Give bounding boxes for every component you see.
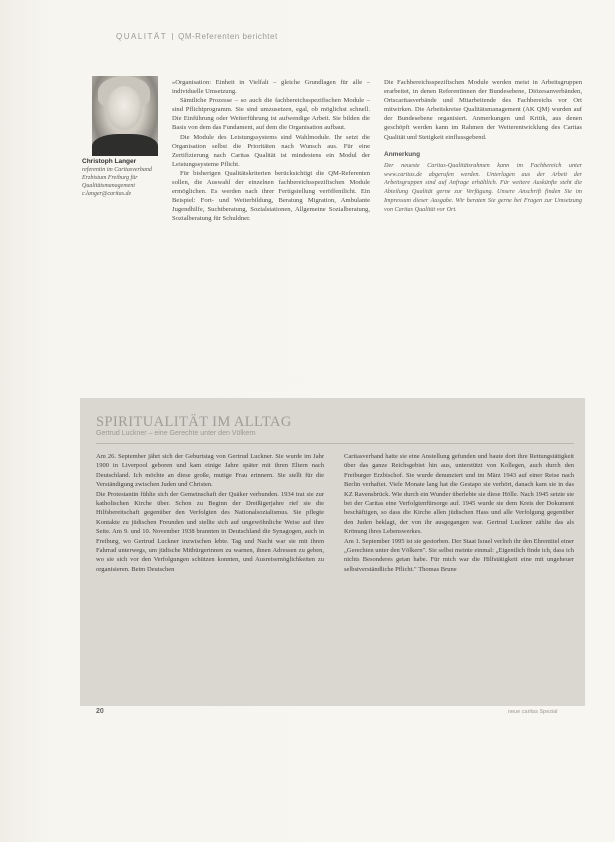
paragraph: Sämtliche Prozesse – so auch die fachbereichsspezifischen Module – sind Pflichtprogramm. Sie sind umzusetzen, egal, ob möglichst schnell. Die Einführung oder Weiterführung ist aufwendige Arbeit. Sie bilden die Basis von dem das Fundament, auf dem die Organisation aufbaut. [172,97,370,132]
section-label: QUALITÄT [116,32,168,41]
paragraph: Die Protestantin fühlte sich der Gemeinschaft der Quäker verbunden. 1934 trat sie zur katholischen Kirche über. Schon zu Beginn der Dreißigerjahre rief sie die Hilfsbereitschaft gegenüber den Verfolgten des Nationalsozialismus. Sie pflegte Kontakte zu jüdischen Freunden und stellte sich auf ungewöhnliche Weise auf ihre Seite. Am 9. und 10. November 1938 brannten in Deutschland die Synagogen, auch in Freiburg, wo Gertrud Luckner inzwischen lebte. Tag und Nacht war sie mit ihren Fahrrad unterwegs, um jüdische Mitbürgerinnen zu warnen, ihnen Adressen zu geben, wo sie sich vor den Verfolgungen schützen konnten, und Ausreisemöglichkeiten zu organisieren. Beim Deutschen [96,490,324,573]
portrait-face [106,86,142,130]
author-role: referentin im Caritasverband [82,167,152,173]
box-divider [96,443,574,444]
portrait-photo [92,76,158,156]
article-column-2 [384,78,582,215]
page-header [116,32,278,41]
page-number: 20 [96,708,104,715]
author-desc: Erzbistum Freiburg für Qualitätsmanagement [82,175,138,189]
box-column-1 [96,452,324,574]
note-title: Anmerkung [384,150,421,158]
portrait-caption [82,158,160,198]
article-column-1 [172,78,370,224]
author-email: c.langer@caritas.de [82,191,132,197]
paragraph: Caritasverband hatte sie eine Anstellung gefunden und baute dort ihre Rettungstätigkeit über das ganze Reichsgebiet hin aus, unterstützt von Kollegen, auch durch den Freiburger Erzbischof. Sie wurde denunziert und im März 1943 auf einer Reise nach Berlin verhaftet. Viele Monate lang hat die Gestapo sie verhört, danach kam sie in das KZ Ravensbrück. Wie durch ein Wunder überlebte sie diese Hölle. Nach 1945 setzte sie bei der Caritas eine Verfolgtenfürsorge auf. 1945 wurde sie dem Kreis der Dokument beschäftigen, so dass die Kirche allen jüdischen Hass und alle Verfolgung gegenüber den Juden beklagt, der von ihr ausgegangen war. Gertrud Luckner zählte das als Krönung ihres Lebenswerkes. [344,453,574,536]
paragraph: Die Module des Leistungssystems sind Wahlmodule. Ihr setzt die Organisation selbst die Prioritäten nach Wunsch aus. Für eine Zertifizierung nach Caritas Qualität ist mindestens ein Modul der Leistungssysteme Pflicht. [172,133,370,168]
paragraph: Die Fachbereichsspezifischen Module werden meist in Arbeitsgruppen erarbeitet, in denen Referentinnen der Bundesebene, Diözesanverbänden, Ortscaritasverbände und Mitarbeitende des Fachbereichs vor Ort mitwirken. Die Arbeitskreise Qualitätsmanagement (AK QM) wurden auf der Bundesebene organisiert. Anmerkungen und Kritik, aus denen geschöpft werden kann im Rahmen der Weiterentwicklung des Caritas Qualität und Stetigkeit einflussgebend. [384,79,582,141]
header-divider [172,33,173,40]
paragraph: Am 1. September 1995 ist sie gestorben. Der Staat Israel verlieh ihr den Ehrentitel einer „Gerechten unter den Völkern". Sie selbst meinte einmal: „Eigentlich finde ich, dass ich nichts Besonderes getan habe. Für mich war die Hilfstätigkeit eine mit ungeheuer selbstverständliche Pflicht." Thomas Brune [344,537,574,573]
publication-footer: neue caritas Spezial [508,709,558,715]
box-title: SPIRITUALITÄT IM ALLTAG [96,414,292,430]
box-column-2 [344,452,574,574]
author-name: Christoph Langer [82,158,137,165]
box-subtitle: Gertrud Luckner – eine Gerechte unter den Völkern [96,430,256,437]
portrait-body [92,134,158,156]
header-subtitle: QM-Referenten berichtet [178,32,278,41]
paragraph: Für bisherigen Qualitätskriterien berücksichtigt die QM-Referenten sollen, die Auswahl der einzelnen fachbereichsspezifischen Module ermöglichen. Es werden nach ihrer Fertigstellung veröffentlicht. Ein Beispiel: Fort- und Weiterbildung, Beratung Migration, Ambulante Jugendhilfe, Suchtberatung, Sozialstationen, Allgemeine Sozialberatung, Sozialberatung für Schuldner. [172,169,370,223]
note-text: Der neueste Caritas-Qualitätsrahmen kann im Fachbereich unter www.caritas.de abgerufen werden. Unterlagen aus der Arbeit der Arbeitsgruppen sind auf Anfrage erhältlich. Für weitere Auskünfte steht die Abteilung Qualität gerne zur Verfügung. Unsere Anschrift finden Sie im Impressum dieser Ausgabe. Wir beraten Sie gerne bei Fragen zur Umsetzung von Caritas Qualität vor Ort. [384,161,582,213]
paragraph: »Organisation: Einheit in Vielfalt – gleiche Grundlagen für alle – individuelle Umsetzung. [172,79,370,96]
paragraph: Am 26. September jährt sich der Geburtstag von Gertrud Luckner. Sie wurde im Jahr 1900 in Liverpool geboren und kam einige Jahre später mit ihren Eltern nach Deutschland. Ich möchte an diese große, mutige Frau erinnern. Sie stellt für die Verständigung zwischen Juden und Christen. [96,453,324,489]
